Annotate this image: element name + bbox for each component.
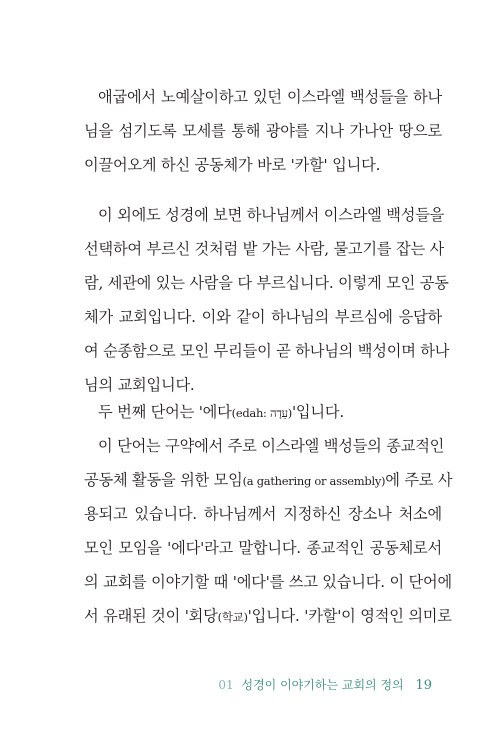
hanja-term: (학교) [217,610,248,624]
text-line: 의 교회를 이야기할 때 '에다'를 쓰고 있습니다. 이 단어에 [84,573,452,591]
text-line: 용되고 있습니다. 하나님께서 지정하신 장소나 처소에 [84,505,442,523]
text-line [84,463,453,497]
paragraph-edah [84,395,453,633]
text-line: 이 단어는 구약에서 주로 이스라엘 백성들의 종교적인 [98,437,445,455]
text-line: 이끌어오게 하신 공동체가 바로 '카할' 입니다. [84,156,381,174]
text-line: 람, 세관에 있는 사람을 다 부르십니다. 이렇게 모인 공동 [84,274,449,292]
text-segment: 에 주로 사 [385,471,453,489]
running-footer [218,676,432,693]
chapter-title: 성경이 이야기하는 교회의 정의 [241,678,404,692]
text-line [84,599,452,633]
page-number: 19 [415,678,432,693]
text-line: 여 순종함으로 모인 무리들이 곧 하나님의 백성이며 하나 [84,342,450,360]
chapter-number: 01 [218,678,234,692]
text-line [84,395,442,429]
paragraph-church-calling [84,198,450,402]
text-line: 님을 섬기도록 모세를 통해 광야를 지나 가나안 땅으로 [84,122,442,140]
text-line: 님의 교회입니다. [84,376,195,394]
text-line: 선택하여 부르신 것처럼 밭 가는 사람, 물고기를 잡는 사 [84,240,445,258]
text-line: 체가 교회입니다. 이와 같이 하나님의 부르심에 응답하 [84,308,442,326]
text-line: 이 외에도 성경에 보면 하나님께서 이스라엘 백성들을 [98,206,445,224]
text-segment: 공동체 활동을 위한 모임 [84,471,243,489]
text-line: 애굽에서 노예살이하고 있던 이스라엘 백성들을 하나 [98,88,442,106]
text-segment: 서 유래된 것이 '회당 [84,607,218,625]
english-term: (a gathering or assembly) [242,474,386,488]
text-segment: '입니다. '카할'이 영적인 의미로 [247,607,452,625]
text-line: 모인 모임을 '에다'라고 말합니다. 종교적인 공동체로서 [84,539,442,557]
text-segment: 두 번째 단어는 '에다 [98,403,232,421]
paragraph-kahal [84,80,442,182]
text-segment: '입니다. [291,403,344,421]
hebrew-term: (edah: עֵדָה) [231,406,292,420]
